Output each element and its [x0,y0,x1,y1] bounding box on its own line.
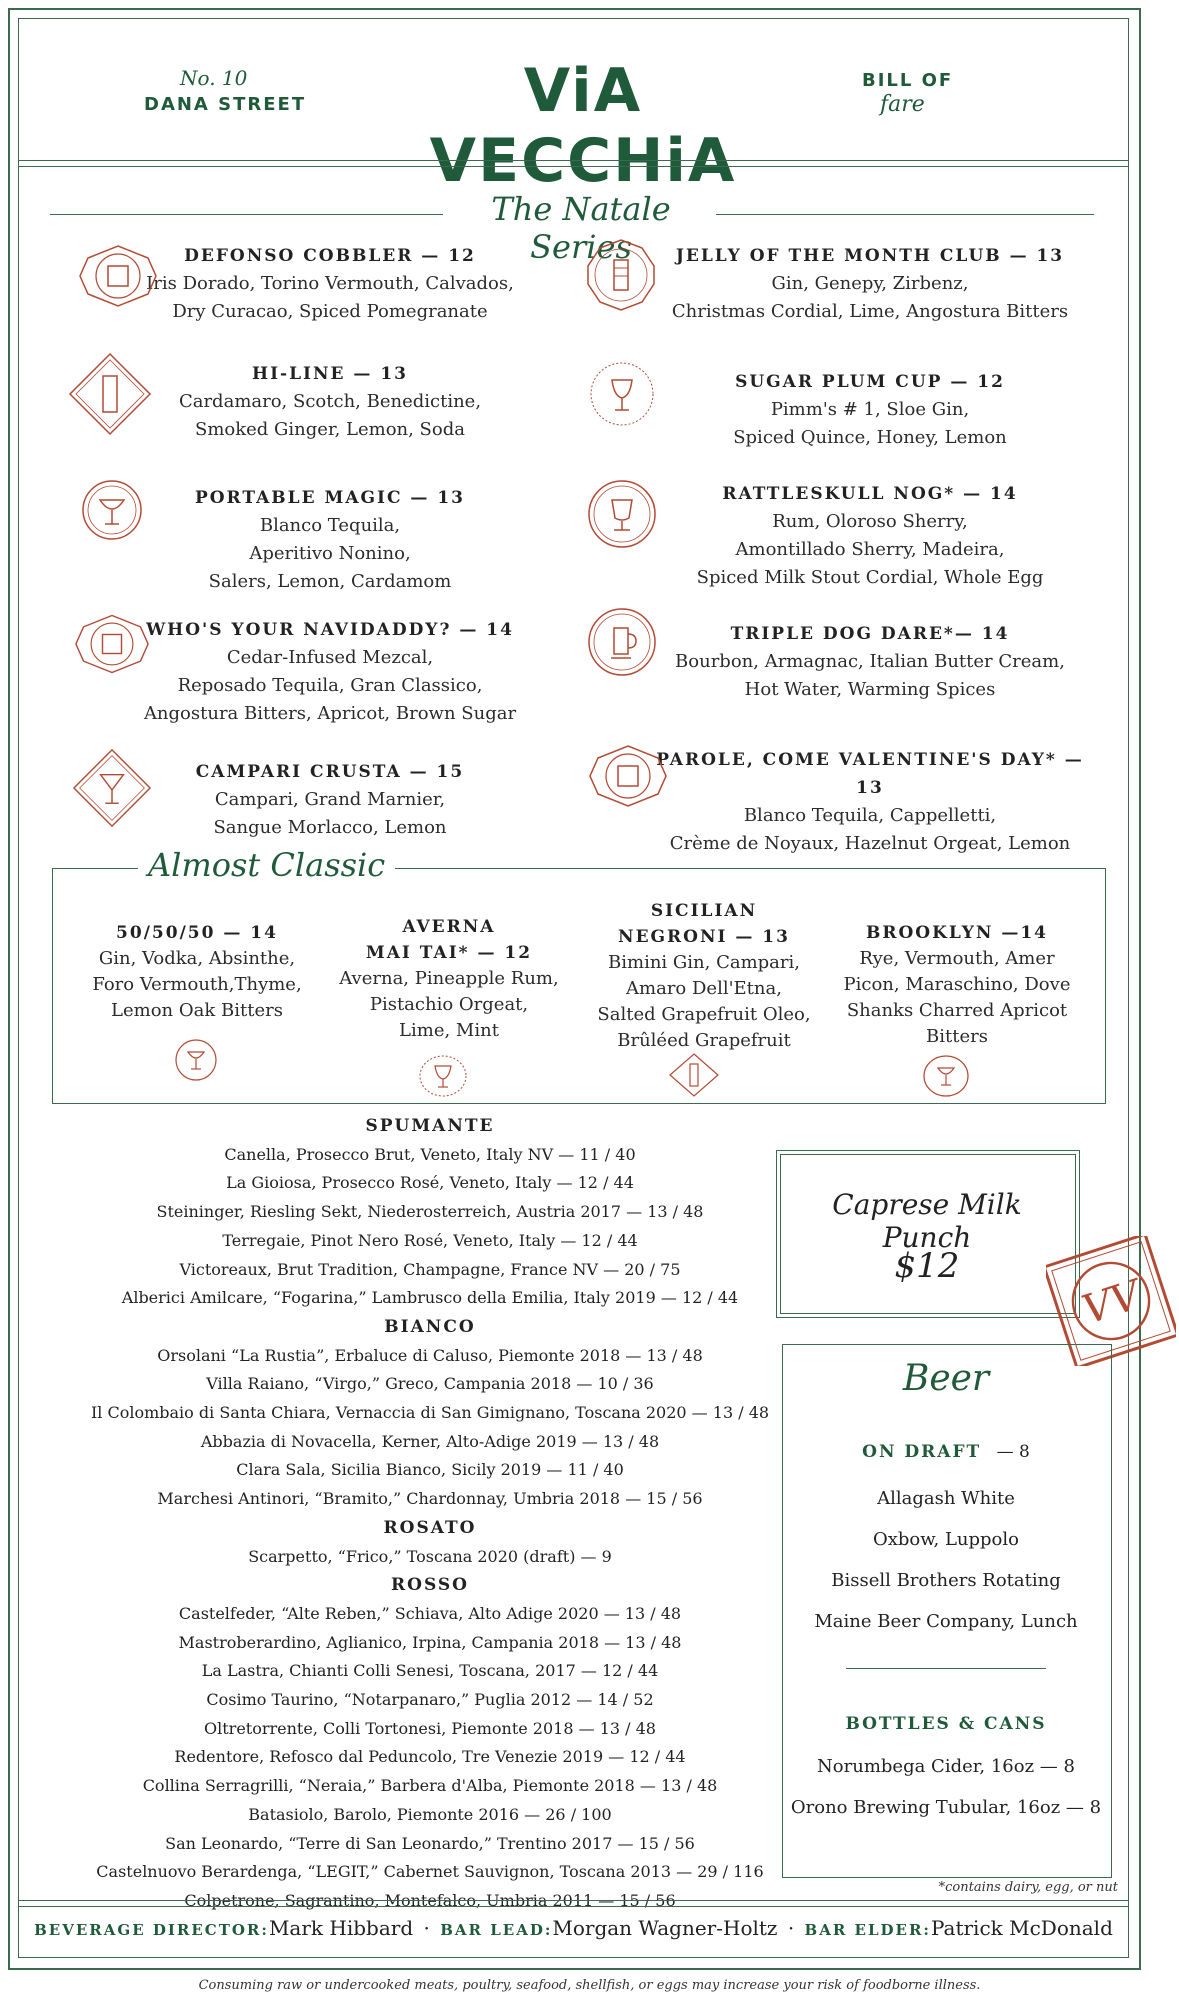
drink-ingredients: Gin, Vodka, Absinthe, [98,948,296,969]
coupe-glass-icon [174,1038,218,1082]
drink-ingredients: Reposado Tequila, Gran Classico, [177,675,483,696]
beer-item: Orono Brewing Tubular, 16oz — 8 [790,1797,1102,1818]
wine-item: Collina Serragrilli, “Neraia,” Barbera d'Alba, Piemonte 2018 — 13 / 48 [142,1776,718,1796]
drink-ingredients: Spiced Quince, Honey, Lemon [733,427,1007,448]
cocktail-glass-icon [72,748,152,828]
drink-name: SUGAR PLUM CUP — 12 [735,372,1005,392]
coupe-glass-icon [922,1054,970,1098]
drink-ingredients: Gin, Genepy, Zirbenz, [771,273,969,294]
restaurant-name: ViA VECCHiA [429,56,737,196]
drink-ingredients: Bitters [926,1026,988,1047]
classic-averna-mai-tai [324,914,574,1044]
drink-ingredients: Amaro Dell'Etna, [626,978,782,999]
wine-item: Abbazia di Novacella, Kerner, Alto-Adige 2019 — 13 / 48 [200,1431,660,1451]
goblet-icon [586,478,658,550]
drink-ingredients: Christmas Cordial, Lime, Angostura Bitters [671,301,1069,322]
on-draft-price: — 8 [996,1442,1030,1462]
drink-ingredients: Foro Vermouth,Thyme, [92,974,302,995]
drink-name: RATTLESKULL NOG* — 14 [722,484,1018,504]
bottles-cans-label: BOTTLES & CANS [845,1714,1047,1734]
rocks-glass-icon [588,744,668,808]
drink-ingredients: Hot Water, Warming Spices [744,679,996,700]
drink-ingredients: Spiced Milk Stout Cordial, Whole Egg [696,567,1044,588]
drink-ingredients: Bimini Gin, Campari, [608,952,800,973]
classic-sicilian-negroni [578,898,830,1054]
drink-name: NEGRONI — 13 [618,927,790,947]
staff-name: Morgan Wagner-Holtz [552,1916,778,1940]
drink-name: TRIPLE DOG DARE*— 14 [730,624,1010,644]
mug-icon [586,606,658,678]
wine-item: Marchesi Antinori, “Bramito,” Chardonnay, Umbria 2018 — 15 / 56 [157,1489,703,1509]
header-divider [18,160,1129,161]
drink-ingredients: Rum, Oloroso Sherry, [772,511,968,532]
drink-ingredients: Rye, Vermouth, Amer [859,948,1055,969]
punch-price: $12 [894,1246,960,1286]
wine-item: Colpetrone, Sagrantino, Montefalco, Umbria 2011 — 15 / 56 [184,1890,676,1910]
drink-campari-crusta [140,758,520,842]
wine-item: Redentore, Refosco dal Peduncolo, Tre Venezie 2019 — 12 / 44 [174,1747,686,1767]
drink-ingredients: Brûléed Grapefruit [617,1030,791,1051]
drink-portable-magic [140,484,520,596]
drink-ingredients: Salers, Lemon, Cardamom [208,571,452,592]
wine-item: Orsolani “La Rustia”, Erbaluce di Caluso, Piemonte 2018 — 13 / 48 [157,1345,703,1365]
wine-glass-icon [418,1054,468,1098]
staff-separator: · [787,1916,795,1940]
wine-item: Terregaie, Pinot Nero Rosé, Veneto, Italy — 12 / 44 [222,1230,638,1250]
bottles-list [782,1746,1110,1828]
drink-sugar-plum-cup [660,368,1080,452]
drink-name: AVERNA [402,917,496,937]
footer-divider-2 [18,1906,1129,1907]
on-draft-header [782,1442,1110,1462]
wine-item: Villa Raiano, “Virgo,” Greco, Campania 2018 — 10 / 36 [206,1374,654,1394]
beer-divider [846,1668,1046,1669]
drink-ingredients: Crème de Noyaux, Hazelnut Orgeat, Lemon [669,833,1071,854]
drink-triple-dog-dare [660,620,1080,704]
beer-item: Maine Beer Company, Lunch [814,1611,1078,1632]
wine-list [85,1112,775,1916]
footer-divider [18,1900,1129,1901]
punch-name: Caprese Milk Punch [832,1188,1022,1254]
drink-name: PAROLE, COME VALENTINE'S DAY* — 13 [656,750,1084,798]
drink-hi-line [140,360,520,444]
drink-name: CAMPARI CRUSTA — 15 [195,762,465,782]
drink-ingredients: Shanks Charred Apricot [846,1000,1068,1021]
drink-jelly-of-the-month-club [660,242,1080,326]
drink-ingredients: Bourbon, Armagnac, Italian Butter Cream, [675,651,1065,672]
drink-name: DEFONSO COBBLER — 12 [184,246,476,266]
svg-text:VV: VV [1077,1272,1147,1334]
wine-item: Il Colombaio di Santa Chiara, Vernaccia di San Gimignano, Toscana 2020 — 13 / 48 [90,1403,770,1423]
address-street: DANA STREET [144,94,307,115]
natale-title: The Natale Series [491,190,671,266]
drink-name: HI-LINE — 13 [252,364,408,384]
drink-name: WHO'S YOUR NAVIDADDY? — 14 [146,620,514,640]
drink-name: BROOKLYN —14 [865,923,1048,943]
drink-ingredients: Dry Curacao, Spiced Pomegranate [172,301,488,322]
drink-ingredients: Picon, Maraschino, Dove [843,974,1071,995]
drink-ingredients: Angostura Bitters, Apricot, Brown Sugar [143,703,517,724]
draft-list [782,1478,1110,1642]
wine-category: ROSATO [383,1517,477,1538]
drink-ingredients: Pimm's # 1, Sloe Gin, [770,399,970,420]
drink-name: PORTABLE MAGIC — 13 [194,488,466,508]
wine-item: Scarpetto, “Frico,” Toscana 2020 (draft) — 9 [248,1546,612,1566]
staff-role: BAR ELDER: [804,1921,931,1939]
food-safety-disclaimer: Consuming raw or undercooked meats, poultry, seafood, shellfish, or eggs may increase your risk of foodborne illness. [198,1978,981,1993]
on-draft-label: ON DRAFT [862,1442,982,1462]
wine-item: Clara Sala, Sicilia Bianco, Sicily 2019 — 11 / 40 [236,1460,624,1480]
drink-parole-come-valentines-day [650,746,1090,858]
drink-whos-your-navidaddy [130,616,530,728]
highball-glass-icon [68,352,152,436]
wine-item: Mastroberardino, Aglianico, Irpina, Campania 2018 — 13 / 48 [178,1632,682,1652]
classic-50-50-50 [72,920,322,1024]
beer-item: Norumbega Cider, 16oz — 8 [817,1756,1075,1777]
drink-ingredients: Pistachio Orgeat, [369,994,529,1015]
staff-role: BAR LEAD: [440,1921,553,1939]
staff-credits [18,1916,1129,1940]
beer-item: Allagash White [877,1488,1015,1509]
staff-separator: · [423,1916,430,1940]
coupe-glass-icon [80,478,144,542]
wine-item: Cosimo Taurino, “Notarpanaro,” Puglia 2012 — 14 / 52 [206,1690,654,1710]
wine-category: SPUMANTE [365,1116,495,1136]
drink-ingredients: Cedar-Infused Mezcal, [226,647,434,668]
wine-item: Victoreaux, Brut Tradition, Champagne, France NV — 20 / 75 [179,1259,681,1279]
wine-item: La Gioiosa, Prosecco Rosé, Veneto, Italy — 12 / 44 [226,1173,634,1193]
header-divider-2 [18,166,1129,167]
beer-title: Beer [902,1358,990,1399]
wine-item: Batasiolo, Barolo, Piemonte 2016 — 26 / 100 [248,1804,612,1824]
highball-glass-icon [668,1052,720,1098]
drink-ingredients: Sangue Morlacco, Lemon [213,817,447,838]
wine-category: ROSSO [391,1575,469,1596]
drink-rattleskull-nog [660,480,1080,592]
wine-item: Steininger, Riesling Sekt, Niederosterreich, Austria 2017 — 13 / 48 [156,1202,704,1222]
fare-label: fare [880,92,925,117]
wine-item: Oltretorrente, Colli Tortonesi, Piemonte 2018 — 13 / 48 [204,1718,656,1738]
wine-item: Canella, Prosecco Brut, Veneto, Italy NV — 11 / 40 [224,1144,636,1164]
wine-item: La Lastra, Chianti Colli Senesi, Toscana, 2017 — 12 / 44 [201,1661,659,1681]
natale-rule-right [716,214,1094,215]
drink-ingredients: Campari, Grand Marnier, [214,789,446,810]
bill-of-label: BILL OF [862,70,954,91]
drink-ingredients: Amontillado Sherry, Madeira, [735,539,1005,560]
drink-ingredients: Lime, Mint [399,1020,499,1041]
drink-ingredients: Lemon Oak Bitters [111,1000,283,1021]
wine-item: Castelfeder, “Alte Reben,” Schiava, Alto Adige 2020 — 13 / 48 [178,1603,682,1623]
wine-glass-icon [588,360,656,428]
wine-category: BIANCO [384,1316,476,1337]
rocks-glass-icon [78,244,158,308]
address-number: No. 10 [180,66,248,90]
drink-ingredients: Iris Dorado, Torino Vermouth, Calvados, [146,273,514,294]
wine-item: San Leonardo, “Terre di San Leonardo,” Trentino 2017 — 15 / 56 [165,1833,695,1853]
drink-ingredients: Aperitivo Nonino, [249,543,411,564]
drink-ingredients: Smoked Ginger, Lemon, Soda [195,419,465,440]
drink-name: SICILIAN [650,901,758,921]
drink-ingredients: Averna, Pineapple Rum, [339,968,559,989]
beer-item: Oxbow, Luppolo [872,1529,1019,1550]
drink-name: 50/50/50 — 14 [116,923,278,943]
drink-ingredients: Blanco Tequila, Cappelletti, [743,805,997,826]
drink-name: JELLY OF THE MONTH CLUB — 13 [675,246,1065,266]
drink-ingredients: Salted Grapefruit Oleo, [597,1004,811,1025]
staff-role: BEVERAGE DIRECTOR: [34,1921,269,1939]
staff-name: Patrick McDonald [930,1916,1113,1940]
drink-ingredients: Cardamaro, Scotch, Benedictine, [178,391,482,412]
drink-name: MAI TAI* — 12 [365,943,533,963]
wine-item: Alberici Amilcare, “Fogarina,” Lambrusco della Emilia, Italy 2019 — 12 / 44 [121,1288,739,1308]
natale-rule-left [50,214,443,215]
beer-item: Bissell Brothers Rotating [831,1570,1061,1591]
rocks-glass-icon [74,612,150,676]
staff-name: Mark Hibbard [268,1916,414,1940]
drink-defonso-cobbler [140,242,520,326]
allergen-note: *contains dairy, egg, or nut [938,1880,1118,1895]
almost-classic-title: Almost Classic [138,846,395,884]
classic-brooklyn [832,920,1082,1050]
wine-item: Castelnuovo Berardenga, “LEGIT,” Cabernet Sauvignon, Toscana 2013 — 29 / 116 [96,1862,764,1882]
drink-ingredients: Blanco Tequila, [259,515,401,536]
collins-glass-icon [584,238,658,312]
